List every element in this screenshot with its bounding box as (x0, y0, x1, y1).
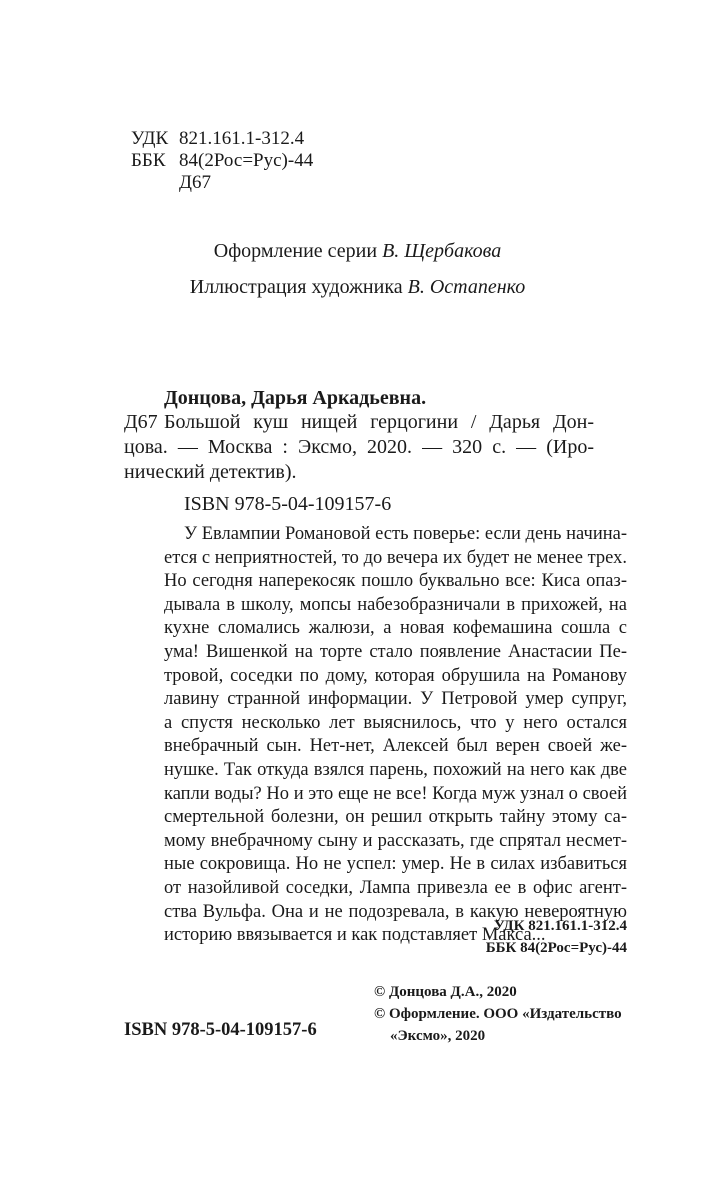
annotation-line: внебрачный сын. Нет-нет, Алексей был верен своей же- (164, 736, 627, 757)
udk-label: УДК (131, 128, 169, 149)
footer-udk: УДК 821.161.1-312.4 (493, 918, 627, 934)
bbk-label: ББК (131, 150, 166, 171)
annotation-line: ства Вульфа. Она и не подозревала, в какую невероятную (164, 901, 627, 922)
catalog-description-line: цова. — Москва : Эксмо, 2020. — 320 с. — (Иро- (124, 436, 594, 458)
annotation-line: от назойливой соседки, Лампа привезла ее в офис агент- (164, 877, 627, 898)
annotation-line: капли воды? Но и это еще не все! Когда муж узнал о своей (164, 783, 627, 804)
udk-code: 821.161.1-312.4 (179, 128, 305, 149)
series-design-label: Оформление серии (213, 240, 378, 262)
annotation (164, 523, 627, 948)
annotation-line: мому внебрачному сыну и рассказать, где спрятал несмет- (164, 830, 627, 851)
annotation-line: смертельной болезни, он решил открыть тайну этому са- (164, 807, 627, 828)
author-sign-top: Д67 (179, 172, 211, 193)
annotation-line: нушке. Так откуда взялся парень, похожий на него как две (164, 759, 627, 780)
copyright-design-line2: «Эксмо», 2020 (390, 1028, 486, 1044)
annotation-line: ется с неприятностей, то до вечера их будет не менее трех. (164, 547, 627, 568)
catalog-isbn: ISBN 978-5-04-109157-6 (184, 493, 392, 515)
annotation-line: ные сокровища. Но не успел: умер. Не в силах избавиться (164, 854, 627, 875)
catalog-description-line: нический детектив). (124, 461, 297, 483)
bbk-code: 84(2Рос=Рус)-44 (179, 150, 314, 171)
catalog-author-sign: Д67 (124, 411, 158, 433)
copyright-design-line1: © Оформление. ООО «Издательство (374, 1006, 622, 1022)
series-design-credit (0, 240, 715, 263)
illustration-label: Иллюстрация художника (189, 276, 403, 298)
catalog-description-line: Большой куш нищей герцогини / Дарья Дон- (164, 411, 594, 433)
annotation-line: У Евлампии Романовой есть поверье: если день начина- (184, 524, 627, 544)
illustration-credit (0, 276, 715, 299)
annotation-line: дывала в школу, мопсы набезобразничали в прихожей, на (164, 594, 627, 615)
catalog-author-heading: Донцова, Дарья Аркадьевна. (164, 387, 427, 409)
illustration-name: В. Остапенко (407, 276, 526, 298)
annotation-line: историю ввязывается и как подставляет Макса... (164, 925, 546, 946)
annotation-line: Но сегодня наперекосяк пошло буквально все: Киса опаз- (164, 571, 627, 592)
annotation-line: ума! Вишенкой на торте стало появление Анастасии Пе- (164, 641, 627, 662)
annotation-line: тровой, соседки по дому, которая обрушила на Романову (164, 665, 627, 686)
annotation-line: а спустя несколько лет выяснилось, что у него остался (164, 712, 627, 733)
annotation-line: кухне сломались жалюзи, а новая кофемашина сошла с (164, 618, 627, 639)
annotation-line: лавину странной информации. У Петровой умер супруг, (164, 689, 627, 710)
footer-isbn: ISBN 978-5-04-109157-6 (124, 1020, 317, 1040)
footer-bbk: ББК 84(2Рос=Рус)-44 (485, 940, 627, 956)
copyright-author: © Донцова Д.А., 2020 (374, 984, 517, 1000)
series-design-name: В. Щербакова (382, 240, 502, 262)
